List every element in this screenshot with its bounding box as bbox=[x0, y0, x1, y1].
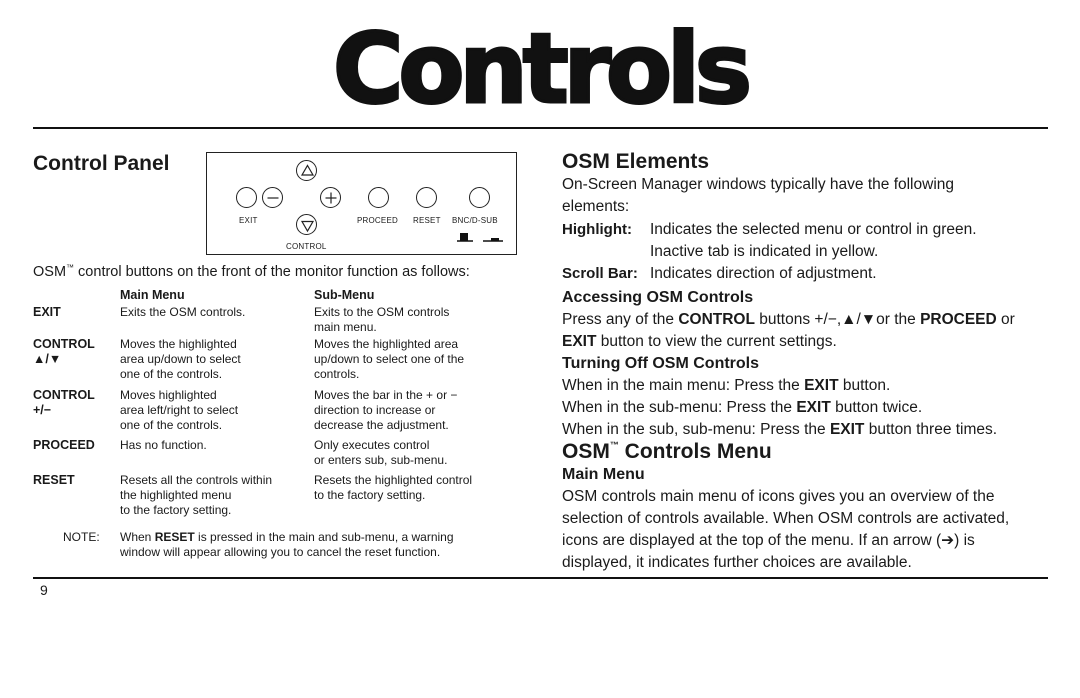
table-row-key: PROCEED bbox=[33, 438, 95, 452]
scroll-bar-definition: Indicates direction of adjustment. bbox=[650, 265, 877, 282]
page-title: Controls bbox=[333, 13, 747, 125]
accessing-heading: Accessing OSM Controls bbox=[562, 289, 754, 306]
exit-label: EXIT bbox=[239, 216, 258, 225]
highlight-definition: Indicates the selected menu or control in green. bbox=[650, 221, 977, 238]
bottom-rule bbox=[33, 577, 1048, 579]
main-menu-subheading: Main Menu bbox=[562, 466, 645, 483]
bnc-dsub-label: BNC/D-SUB bbox=[452, 216, 498, 225]
control-label: CONTROL bbox=[286, 242, 327, 251]
table-row-key: CONTROL ▲/▼ bbox=[33, 337, 95, 366]
table-row-main: Resets all the controls within the highlighted menu to the factory setting. bbox=[120, 473, 273, 517]
main-menu-text: OSM controls main menu of icons gives you an overview of the bbox=[562, 488, 995, 505]
table-row-sub: Exits to the OSM controls main menu. bbox=[314, 305, 450, 334]
table-row-main: Moves the highlighted area up/down to select one of the controls. bbox=[120, 337, 241, 381]
table-row-key: RESET bbox=[33, 473, 75, 487]
top-rule bbox=[33, 127, 1048, 129]
up-button-icon bbox=[296, 160, 317, 181]
arrow-icon: ➔ bbox=[941, 532, 955, 549]
page-number: 9 bbox=[40, 582, 48, 598]
turning-off-line: When in the sub, sub-menu: Press the EXIT button three times. bbox=[562, 421, 998, 438]
plus-button-icon bbox=[320, 187, 341, 208]
turning-off-heading: Turning Off OSM Controls bbox=[562, 355, 760, 372]
bnc-dsub-button-icon bbox=[469, 187, 490, 208]
accessing-text: Press any of the CONTROL buttons +/−,▲/▼or the PROCEED or bbox=[562, 311, 1015, 328]
note-text-line2: window will appear allowing you to cancel the reset function. bbox=[120, 545, 441, 559]
scroll-bar-term: Scroll Bar: bbox=[562, 265, 638, 282]
osm-controls-menu-heading: OSM™ Controls Menu bbox=[562, 440, 772, 463]
sub-menu-header: Sub-Menu bbox=[314, 288, 375, 302]
control-panel-heading: Control Panel bbox=[33, 152, 170, 175]
table-row-key: EXIT bbox=[33, 305, 61, 319]
main-menu-text-line4: displayed, it indicates further choices are available. bbox=[562, 554, 912, 571]
turning-off-line: When in the main menu: Press the EXIT button. bbox=[562, 377, 891, 394]
down-button-icon bbox=[296, 214, 317, 235]
proceed-button-icon bbox=[368, 187, 389, 208]
table-row-main: Has no function. bbox=[120, 438, 207, 452]
main-menu-header: Main Menu bbox=[120, 288, 185, 302]
table-row-sub: Only executes control or enters sub, sub-menu. bbox=[314, 438, 448, 467]
accessing-text-line2: EXIT button to view the current settings. bbox=[562, 333, 837, 350]
exit-button-icon bbox=[236, 187, 257, 208]
reset-label: RESET bbox=[413, 216, 441, 225]
highlight-definition-line2: Inactive tab is indicated in yellow. bbox=[650, 243, 879, 260]
table-row-sub: Resets the highlighted control to the factory setting. bbox=[314, 473, 473, 502]
main-menu-text-line2: selection of controls available. When OSM controls are activated, bbox=[562, 510, 1010, 527]
osm-intro-text: OSM™ control buttons on the front of the monitor function as follows: bbox=[33, 263, 470, 280]
minus-button-icon bbox=[262, 187, 283, 208]
main-menu-text-line3: icons are displayed at the top of the menu. If an arrow (➔) is bbox=[562, 532, 975, 549]
control-panel-diagram bbox=[206, 152, 517, 255]
note-text: When RESET is pressed in the main and sub-menu, a warning bbox=[120, 530, 454, 544]
osm-elements-heading: OSM Elements bbox=[562, 150, 710, 173]
note-label: NOTE: bbox=[63, 530, 100, 544]
table-row-sub: Moves the bar in the + or − direction to increase or decrease the adjustment. bbox=[314, 388, 458, 432]
osm-elements-intro-line2: elements: bbox=[562, 198, 630, 215]
proceed-label: PROCEED bbox=[357, 216, 398, 225]
table-row-main: Moves highlighted area left/right to select one of the controls. bbox=[120, 388, 239, 432]
highlight-term: Highlight: bbox=[562, 221, 632, 238]
turning-off-line: When in the sub-menu: Press the EXIT button twice. bbox=[562, 399, 923, 416]
table-row-main: Exits the OSM controls. bbox=[120, 305, 246, 319]
osm-elements-intro: On-Screen Manager windows typically have the following bbox=[562, 176, 955, 193]
table-row-sub: Moves the highlighted area up/down to select one of the controls. bbox=[314, 337, 465, 381]
reset-button-icon bbox=[416, 187, 437, 208]
table-row-key: CONTROL +/− bbox=[33, 388, 95, 417]
input-select-indicator-icon bbox=[455, 231, 505, 245]
